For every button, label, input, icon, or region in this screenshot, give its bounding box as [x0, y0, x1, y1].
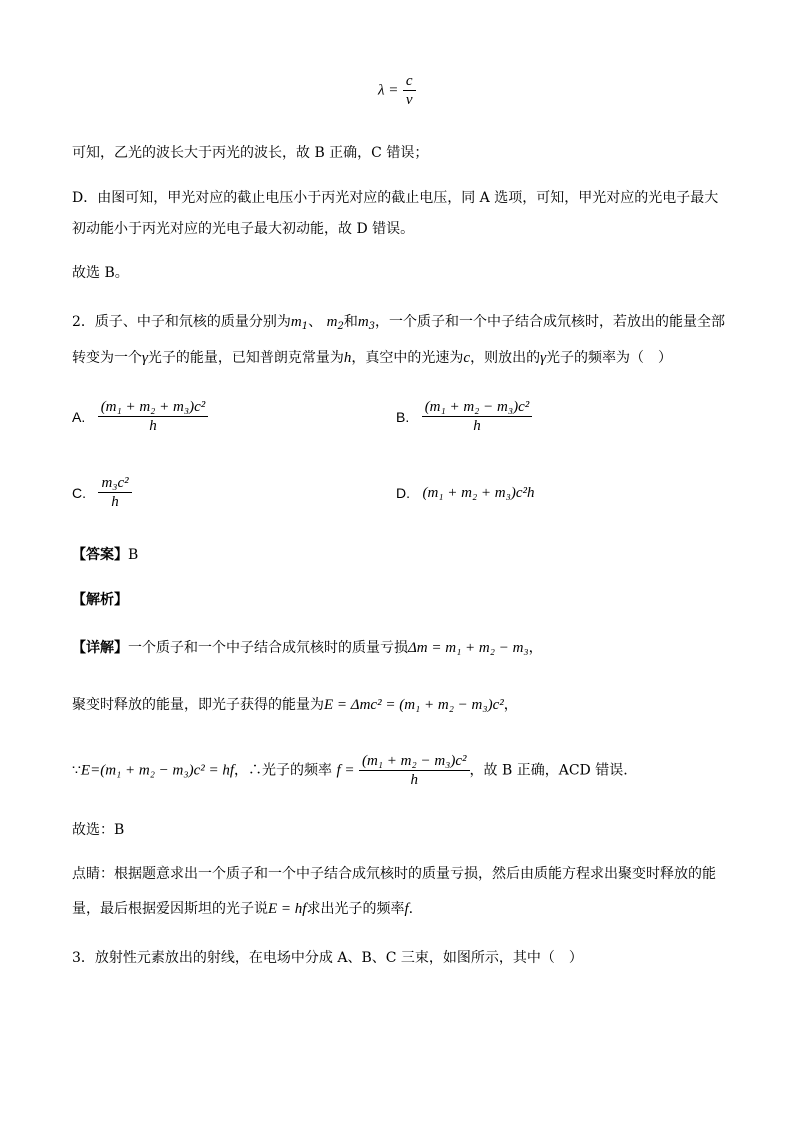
option-b-label: B. [396, 408, 410, 425]
q2-m2: m [326, 314, 338, 330]
detail-tag: 【详解】 [72, 640, 128, 656]
energy-expression: E = Δmc² = (m₁ + m₂ − m₃)c² [324, 697, 504, 713]
answer-line [72, 545, 138, 565]
frequency-numerator: (m₁ + m₂ − m₃)c² [359, 752, 470, 771]
note-text-3: . [408, 901, 414, 917]
because-symbol: ∵ [72, 762, 81, 779]
question-2-line1 [72, 312, 725, 337]
analysis-tag: 【解析】 [72, 592, 128, 608]
q2-line2-b: 光子的能量，已知普朗克常量为 [147, 350, 344, 366]
paragraph-choose-b: 故选 B。 [72, 265, 129, 281]
lambda-fraction [403, 72, 416, 109]
energy-end: ， [503, 697, 518, 713]
q2-line2-c: ，真空中的光速为 [351, 350, 464, 366]
q2-gamma-1: γ [142, 350, 148, 366]
option-b-denominator: h [473, 418, 481, 434]
answer-tag: 【答案】 [72, 547, 128, 563]
analysis-line [72, 590, 128, 610]
q2-stem-text: 2．质子、中子和氘核的质量分别为 [72, 314, 291, 330]
option-a-denominator: h [149, 418, 157, 434]
frequency-fraction [359, 752, 470, 789]
choose-line: 故选：B [72, 822, 125, 838]
q2-line2-e: 光子的频率为（ ） [546, 350, 673, 366]
q2-line2-a: 转变为一个 [72, 350, 142, 366]
q2-m3: m [357, 314, 369, 330]
option-c-numerator: m₃c² [98, 474, 131, 493]
paragraph-d-line1: D．由图可知，甲光对应的截止电压小于丙光对应的截止电压，同 A 选项，可知，甲光对应的光电子最大 [72, 190, 719, 206]
q2-m2-sub: 2 [337, 321, 344, 332]
option-a-fraction [98, 398, 209, 435]
option-a-label: A. [72, 408, 86, 425]
detail-line [72, 638, 543, 658]
therefore-text: ，∴光子的频率 [234, 762, 333, 779]
option-c-denominator: h [111, 494, 119, 510]
lambda-formula [378, 72, 416, 109]
answer-value: B [128, 547, 139, 563]
option-d[interactable] [396, 485, 534, 502]
q2-h: h [343, 350, 352, 366]
detail-end: ， [528, 640, 543, 656]
note-text-2: 求出光子的频率 [306, 901, 405, 917]
q2-m1-sub: 1 [301, 321, 309, 332]
question-3-line: 3．放射性元素放出的射线，在电场中分成 A、B、C 三束，如图所示，其中（ ） [72, 950, 583, 966]
option-c-label: C. [72, 484, 86, 501]
q2-sep: 、 [308, 314, 323, 330]
option-a[interactable] [72, 398, 208, 435]
q2-line2-d: ，则放出的 [470, 350, 541, 366]
q2-c: c [463, 350, 471, 366]
paragraph-wavelength: 可知，乙光的波长大于丙光的波长，故 B 正确，C 错误； [72, 145, 429, 161]
note-line2 [72, 899, 413, 919]
note-f: f [404, 901, 409, 917]
therefore-line [72, 752, 628, 789]
q2-stem-rest: ，一个质子和一个中子结合成氘核时，若放出的能量全部 [375, 314, 726, 330]
question-2-line2 [72, 348, 672, 368]
lambda-denominator: ν [405, 92, 413, 108]
note-text-1: 量，最后根据爱因斯坦的光子说 [72, 901, 268, 917]
q2-m1: m [290, 314, 302, 330]
mass-defect-expression: Δm = m₁ + m₂ − m₃ [408, 640, 529, 656]
option-b-numerator: (m₁ + m₂ − m₃)c² [422, 398, 533, 417]
lambda-lhs: λ = [378, 82, 399, 99]
option-c-fraction [98, 474, 131, 511]
option-c[interactable] [72, 474, 132, 511]
q2-gamma-2: γ [540, 350, 547, 366]
option-d-label: D. [396, 485, 410, 501]
option-b-fraction [422, 398, 533, 435]
frequency-symbol: f = [336, 762, 355, 779]
lambda-numerator: c [403, 72, 416, 91]
option-b[interactable] [396, 398, 532, 435]
energy-line [72, 695, 518, 715]
frequency-denominator: h [410, 772, 418, 788]
detail-text: 一个质子和一个中子结合成氘核时的质量亏损 [128, 640, 408, 656]
option-a-numerator: (m₁ + m₂ + m₃)c² [98, 398, 209, 417]
paragraph-d-line2: 初动能小于丙光对应的光电子最大初动能，故 D 错误。 [72, 221, 415, 237]
q2-m3-sub: 3 [368, 321, 376, 332]
energy-equals-hf: E=(m₁ + m₂ − m₃)c² = hf [80, 762, 235, 779]
note-expression: E = hf [268, 901, 307, 917]
note-line1: 点睛：根据题意求出一个质子和一个中子结合成氘核时的质量亏损，然后由质能方程求出聚变时释放的能 [72, 866, 716, 882]
q2-and: 和 [343, 314, 358, 330]
option-d-expression: (m₁ + m₂ + m₃)c²h [422, 485, 535, 501]
therefore-end: ，故 B 正确，ACD 错误. [469, 762, 628, 779]
energy-text: 聚变时释放的能量，即光子获得的能量为 [72, 697, 324, 713]
